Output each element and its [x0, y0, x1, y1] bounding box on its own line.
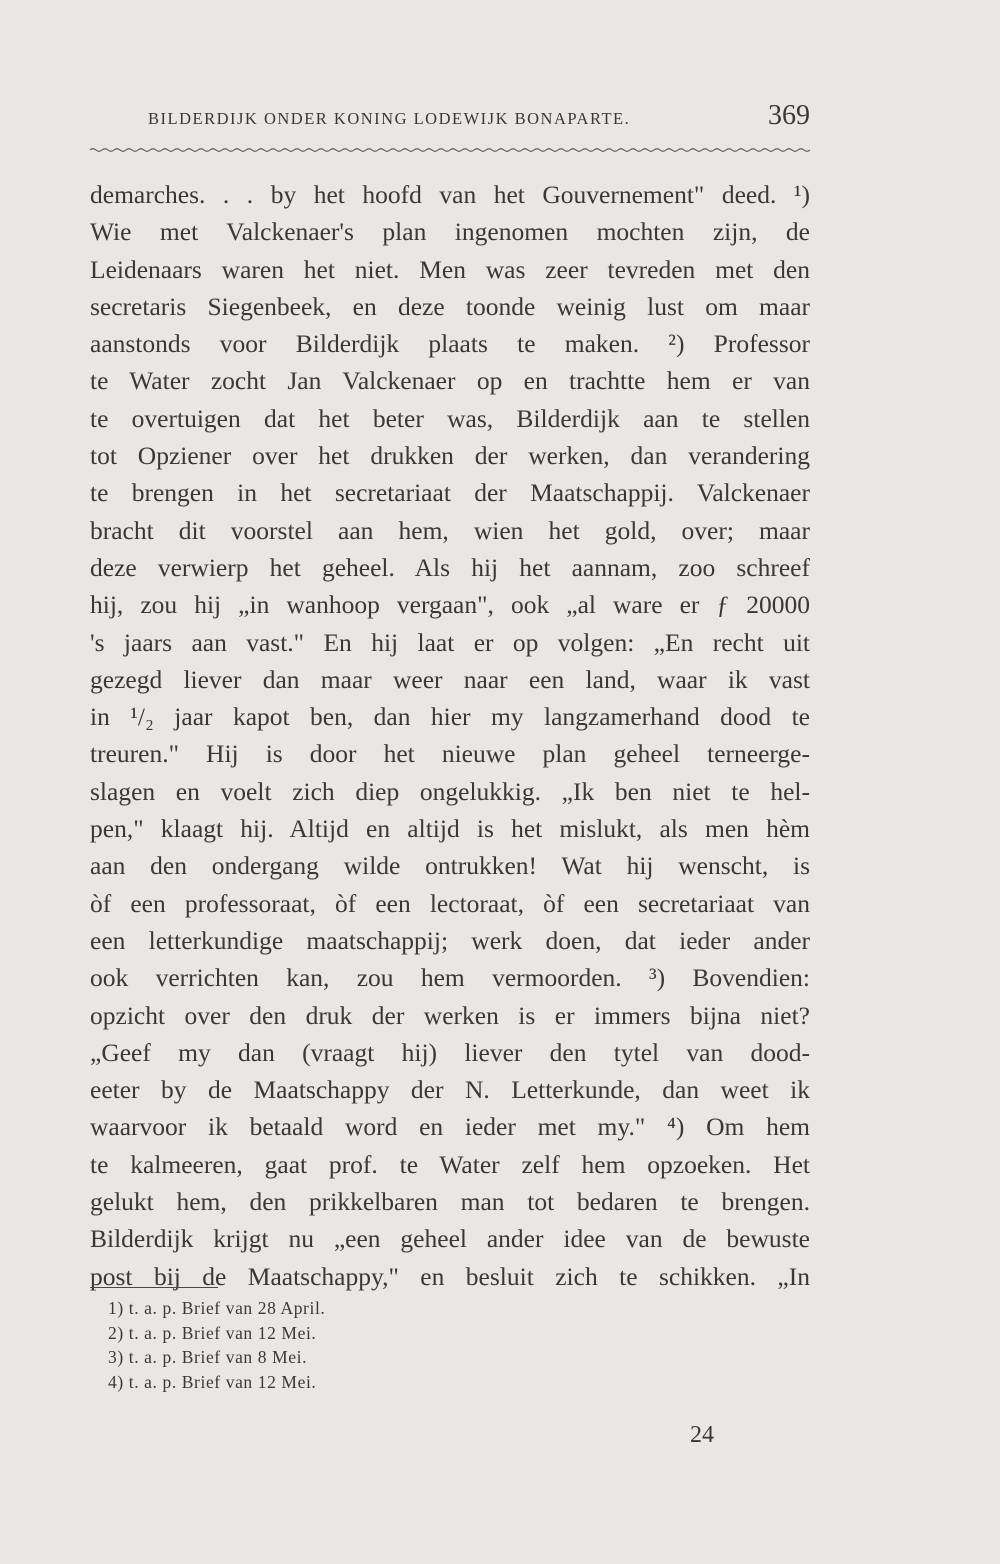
text-line: in ¹/₂ jaar kapot ben, dan hier my langzamerhand dood te — [90, 702, 810, 732]
text-line: post bij de Maatschappy," en besluit zich te schikken. „In — [90, 1261, 810, 1291]
text-line: te overtuigen dat het beter was, Bilderdijk aan te stellen — [90, 403, 810, 433]
text-line: „Geef my dan (vraagt hij) liever den tytel van dood- — [90, 1037, 810, 1067]
text-line: waarvoor ik betaald word en ieder met my." ⁴) Om hem — [90, 1112, 810, 1142]
text-line: bracht dit voorstel aan hem, wien het gold, over; maar — [90, 515, 810, 545]
body-text — [90, 176, 810, 1295]
text-line: Bilderdijk krijgt nu „een geheel ander idee van de bewuste — [90, 1224, 810, 1254]
running-title: BILDERDIJK ONDER KONING LODEWIJK BONAPARTE. — [148, 109, 631, 128]
text-line: demarches. . . by het hoofd van het Gouvernement" deed. ¹) — [90, 180, 810, 209]
text-line: deze verwierp het geheel. Als hij het aannam, zoo schreef — [90, 552, 810, 582]
text-line: te brengen in het secretariaat der Maatschappij. Valckenaer — [90, 478, 810, 508]
text-line: 's jaars aan vast." En hij laat er op volgen: „En recht uit — [90, 627, 810, 657]
text-line: eeter by de Maatschappy der N. Letterkunde, dan weet ik — [90, 1075, 810, 1105]
footnote-rule — [90, 1287, 218, 1288]
text-line: treuren." Hij is door het nieuwe plan geheel terneerge- — [90, 739, 810, 769]
running-head — [148, 100, 810, 140]
text-line: opzicht over den druk der werken is er immers bijna niet? — [90, 1000, 810, 1030]
text-line: ook verrichten kan, zou hem vermoorden. ³) Bovendien: — [90, 963, 810, 993]
signature-folio: 24 — [690, 1422, 714, 1448]
text-line: te kalmeeren, gaat prof. te Water zelf hem opzoeken. Het — [90, 1149, 810, 1179]
page-number: 369 — [768, 100, 810, 131]
text-line: secretaris Siegenbeek, en deze toonde weinig lust om maar — [90, 291, 810, 321]
text-line: Leidenaars waren het niet. Men was zeer tevreden met den — [90, 254, 810, 284]
text-line: gezegd liever dan maar weer naar een land, waar ik vast — [90, 664, 810, 694]
text-line: slagen en voelt zich diep ongelukkig. „Ik ben niet te hel- — [90, 776, 810, 806]
text-line: aan den ondergang wilde ontrukken! Wat hij wenscht, is — [90, 851, 810, 881]
text-line: Wie met Valckenaer's plan ingenomen mochten zijn, de — [90, 217, 810, 247]
text-line: gelukt hem, den prikkelbaren man tot bedaren te brengen. — [90, 1187, 810, 1217]
text-line: tot Opziener over het drukken der werken, dan verandering — [90, 441, 810, 471]
wavy-rule — [90, 146, 810, 154]
footnote: 3) t. a. p. Brief van 8 Mei. — [108, 1347, 308, 1367]
text-line: pen," klaagt hij. Altijd en altijd is het mislukt, als men hèm — [90, 814, 810, 844]
text-line: òf een professoraat, òf een lectoraat, òf een secretariaat van — [90, 888, 810, 918]
footnote: 4) t. a. p. Brief van 12 Mei. — [108, 1371, 317, 1392]
footnote: 2) t. a. p. Brief van 12 Mei. — [108, 1322, 317, 1343]
footnote: 1) t. a. p. Brief van 28 April. — [108, 1298, 326, 1318]
text-line: hij, zou hij „in wanhoop vergaan", ook „al ware er ƒ 20000 — [90, 590, 810, 620]
text-line: aanstonds voor Bilderdijk plaats te maken. ²) Professor — [90, 329, 810, 359]
text-line: te Water zocht Jan Valckenaer op en trachtte hem er van — [90, 366, 810, 396]
text-line: een letterkundige maatschappij; werk doen, dat ieder ander — [90, 925, 810, 955]
footnotes — [108, 1296, 608, 1394]
